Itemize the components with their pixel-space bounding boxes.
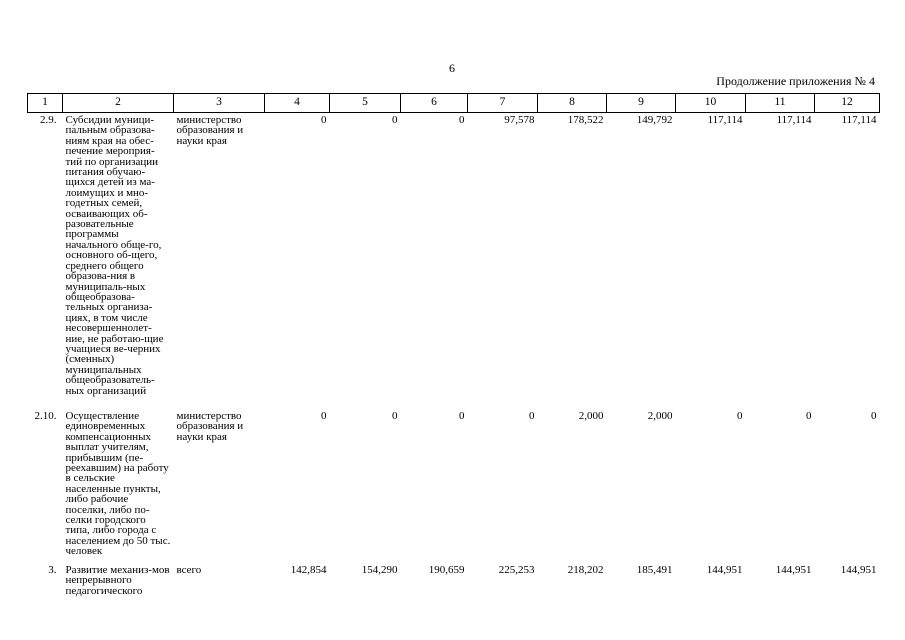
header-cell: 4 xyxy=(265,94,330,113)
value-cell: 154,290 xyxy=(361,564,398,576)
header-cell: 12 xyxy=(815,94,880,113)
value-cell: 117,114 xyxy=(707,114,743,126)
header-cell: 5 xyxy=(330,94,401,113)
header-cell: 1 xyxy=(28,94,63,113)
header-cell: 7 xyxy=(468,94,538,113)
value-cell: 0 xyxy=(871,410,877,422)
value-cell: 0 xyxy=(392,410,398,422)
value-cell: 149,792 xyxy=(636,114,673,126)
value-cell: 144,951 xyxy=(775,564,812,576)
table-row xyxy=(28,563,880,600)
row-executor: всего xyxy=(176,564,202,576)
header-cell: 9 xyxy=(607,94,676,113)
row-executor: министерство образования и науки края xyxy=(176,410,244,443)
row-number: 3. xyxy=(48,564,57,576)
value-cell: 144,951 xyxy=(706,564,743,576)
value-cell: 0 xyxy=(392,114,398,126)
value-cell: 0 xyxy=(459,114,465,126)
value-cell: 117,114 xyxy=(776,114,812,126)
value-cell: 2,000 xyxy=(578,410,604,422)
value-cell: 190,659 xyxy=(428,564,465,576)
value-cell: 0 xyxy=(806,410,812,422)
value-cell: 97,578 xyxy=(504,114,535,126)
header-cell: 8 xyxy=(538,94,607,113)
budget-table xyxy=(27,93,880,600)
value-cell: 0 xyxy=(321,114,327,126)
header-cell: 10 xyxy=(676,94,746,113)
row-name: Развитие механиз-мов непрерывного педагогического xyxy=(65,564,170,597)
header-row xyxy=(28,94,880,113)
header-cell: 3 xyxy=(174,94,265,113)
row-number: 2.10. xyxy=(34,410,57,422)
value-cell: 0 xyxy=(737,410,743,422)
row-name: Осуществление единовременных компенсационных выплат учителям, прибывшим (пе-реехавшим) на работу в сельские населенные пункты, либо рабочие поселки, либо по-селки городского типа, либо города с населением до 50 тыс. человек xyxy=(65,410,171,558)
table-row xyxy=(28,409,880,563)
value-cell: 142,854 xyxy=(290,564,327,576)
row-executor: министерство образования и науки края xyxy=(176,114,244,147)
table-row xyxy=(28,113,880,410)
header-cell: 11 xyxy=(746,94,815,113)
value-cell: 178,522 xyxy=(567,114,604,126)
value-cell: 0 xyxy=(321,410,327,422)
value-cell: 0 xyxy=(459,410,465,422)
row-name: Субсидии муници-пальным образова-ниям края на обес-печение мероприя-тий по организации питания обучаю-щихся детей из ма-лоимущих и мно-годетных семей, осваивающих об-разовательные программы начального обще-го, основного об-щего, среднего общего образова-ния в муниципаль-ных общеобразова-тельных организа-циях, в том числе несовершеннолет-ние, не работаю-щие учащиеся ве-черних (сменных) муниципальных общеобразователь-ных организаций xyxy=(65,114,164,397)
page-number: 6 xyxy=(449,61,455,75)
value-cell: 218,202 xyxy=(567,564,604,576)
value-cell: 117,114 xyxy=(841,114,877,126)
row-number: 2.9. xyxy=(40,114,57,126)
continuation-note: Продолжение приложения № 4 xyxy=(716,74,875,88)
value-cell: 0 xyxy=(529,410,535,422)
header-cell: 2 xyxy=(63,94,174,113)
value-cell: 144,951 xyxy=(840,564,877,576)
value-cell: 225,253 xyxy=(498,564,535,576)
header-cell: 6 xyxy=(401,94,468,113)
value-cell: 185,491 xyxy=(636,564,673,576)
value-cell: 2,000 xyxy=(647,410,673,422)
